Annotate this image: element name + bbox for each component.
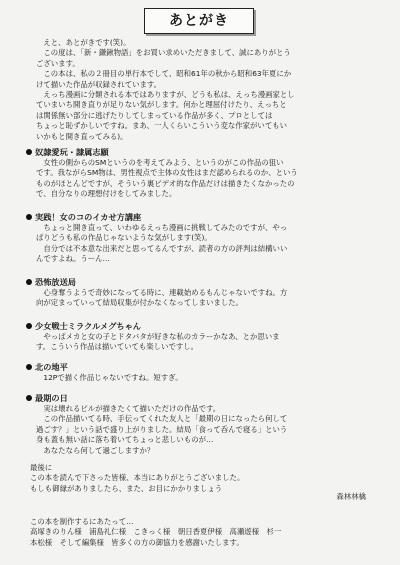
bullet-icon	[26, 279, 32, 285]
text-line: は関係無い部分に逃げたりしてしまっている作品が多く、プロとしては	[36, 110, 273, 120]
text-line: 最後に	[30, 463, 53, 472]
text-line: いかもと開き直ってみる)。	[36, 131, 128, 141]
bullet-icon	[26, 323, 32, 329]
section-heading-text: 恐怖放送局	[35, 277, 76, 287]
section-heading-text: 実践！女のコのイカせ方講座	[35, 212, 142, 222]
section-body	[36, 223, 374, 265]
text-line: 女性の側からのSMというのを考えてみよう、というのがこの作品の狙い	[36, 158, 284, 167]
text-line: この本を制作するにあたって…	[30, 517, 134, 526]
text-line: 本松様 そして編集様 皆多くの方の御協力を感謝いたします。	[30, 537, 244, 547]
bullet-icon	[26, 214, 32, 220]
closing-paragraph	[30, 463, 368, 494]
text-line: 高塚きのりん様 浦島礼仁様 こきっく様 朝日香夏伊様 高瀬遊様 杉一	[30, 527, 282, 537]
section-heading-text: 最期の日	[35, 393, 68, 403]
text-line: えと、あとがきです(笑)。	[36, 38, 131, 47]
text-line: んですよね。うーん…	[36, 254, 110, 264]
text-line: あなたなら何して過ごしますか？	[36, 445, 155, 455]
section-heading-text: 奴隷愛玩・隷属志願	[35, 147, 109, 157]
section-heading	[26, 362, 68, 373]
text-line: この本は、私の２冊目の単行本でして、昭和61年の秋から昭和63年夏にか	[36, 69, 292, 79]
author-signature: 森林林檎	[336, 492, 366, 501]
text-line: ぱりどうも私の作品じゃないような気がします(笑)。	[36, 233, 212, 243]
text-line: ていまいち開き直りが足りない気がします。何かと理屈付けたり、えっちと	[36, 100, 287, 110]
section-body	[36, 288, 374, 309]
intro-paragraph	[36, 38, 374, 142]
text-line: やっぱメカと女の子とドタバタが好きな私のカラーかなあ、とか思いま	[36, 332, 280, 341]
section-heading-text: 少女戦士ミラクルメグちゃん	[35, 321, 141, 331]
text-line: この度は、「新・鎌鍬物語」をお買い求めいただきまして、誠にありがとう	[36, 48, 291, 58]
credits-paragraph	[30, 517, 368, 548]
text-line: ちょっと恥ずかしいですね。まあ、一人くらいこういう変な作家がいてもい	[36, 121, 287, 131]
text-line: ちょっと開き直って、いわゆるえっち漫画に挑戦してみたのですが、やっ	[36, 223, 288, 232]
text-line: 12Pで描く作品じゃないですね。短すぎ。	[36, 373, 183, 382]
text-line: で、自分なりの理想付けをしてみました。	[36, 189, 177, 199]
text-line: 過ごす？」という話で盛り上がりました。結局「食って呑んで寝る」という	[36, 424, 288, 434]
section-heading	[26, 321, 141, 332]
text-line: えっち漫画に分類される本ではありますが、どうも私は、えっち漫画家とし	[36, 89, 295, 99]
section-heading	[26, 277, 76, 288]
section-heading	[26, 147, 109, 158]
text-line: 身も蓋も無い話に落ち着いてちょっと悲しいものが…	[36, 435, 214, 445]
text-line: す。こういう作品は描いていても楽しいですし。	[36, 342, 199, 352]
section-body	[36, 404, 374, 456]
section-body	[36, 373, 374, 383]
text-line: ものがほとんどですが、そういう裏ビデオ的な作品だけは描きたくなかったの	[36, 178, 295, 188]
section-heading	[26, 393, 68, 404]
bullet-icon	[26, 395, 32, 401]
text-line: 心身奪うようで奇妙になってる時に、連載始めるもんじゃないですね。方	[36, 288, 288, 297]
section-heading	[26, 212, 141, 223]
text-line: です。我ながらSM物は、男性視点で主体の女性はまだ認められるのか、という	[36, 168, 298, 178]
text-line: ございます。	[36, 58, 80, 68]
bullet-icon	[26, 149, 32, 155]
section-heading-text: 北の地平	[35, 362, 68, 372]
text-line: 向が定まっていって結局収集が付かなくなってしまいました。	[36, 298, 243, 308]
section-body	[36, 332, 374, 353]
text-line: この作品描いてる時、手伝ってくれた友人と「最期の日になったら何して	[36, 414, 288, 424]
text-line: けて描いた作品が収録されています。	[36, 79, 162, 89]
page-title: あとがき	[144, 8, 254, 34]
text-line: もしも御縁がありましたら、また、お目にかかりましょう	[30, 483, 223, 493]
section-body	[36, 158, 374, 200]
text-line: 自分では不本意な出来だと思ってるんですが、読者の方の評判は結構いい	[36, 243, 288, 253]
text-line: 実は壊れるビルが描きたくて描いただけの作品です。	[36, 404, 221, 413]
bullet-icon	[26, 364, 32, 370]
text-line: この本を読んで下さった皆様、本当にありがとうございました。	[30, 473, 245, 483]
